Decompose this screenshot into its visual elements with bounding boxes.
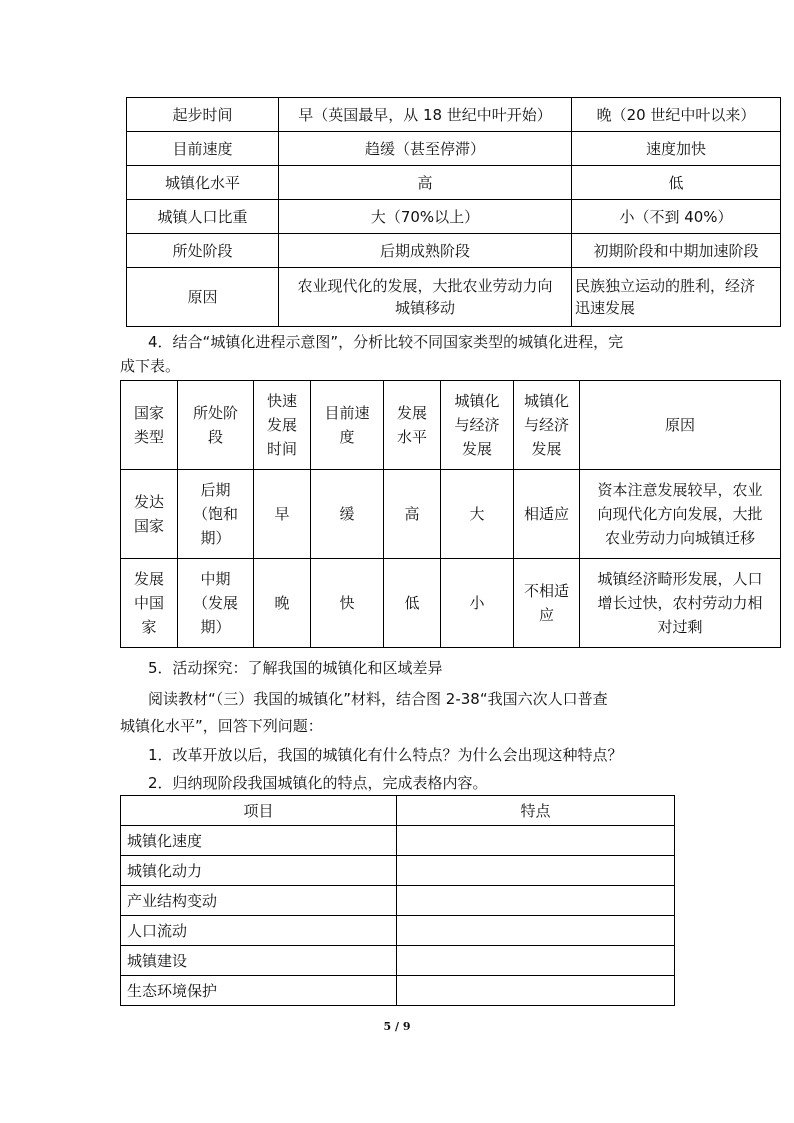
table-row bbox=[127, 200, 781, 234]
country-type-cell-line: 中国 bbox=[133, 594, 164, 612]
column-header-line: 快速 bbox=[266, 392, 297, 410]
reason-cell-line: 向现代化方向发展，大批 bbox=[597, 505, 763, 523]
column-header-line: 原因 bbox=[664, 416, 695, 434]
country-type-cell-line: 发展 bbox=[133, 570, 164, 588]
table-header-row bbox=[121, 381, 781, 470]
developed-cell: 大（70%以上） bbox=[279, 200, 572, 234]
column-header-line: 目前速 bbox=[324, 404, 370, 422]
developing-cell bbox=[572, 268, 781, 327]
column-header-line: 水平 bbox=[396, 428, 427, 446]
table-row bbox=[127, 132, 781, 166]
q5-intro-line2: 城镇化水平”，回答下列问题： bbox=[120, 717, 323, 735]
table-row bbox=[121, 916, 675, 946]
table-row bbox=[127, 234, 781, 268]
stage-cell-line: 期） bbox=[200, 529, 231, 547]
item-cell: 城镇建设 bbox=[121, 946, 397, 976]
stage-cell-line: （发展 bbox=[192, 594, 238, 612]
column-header-line: 城镇化 bbox=[523, 392, 569, 410]
q5-intro-line1: 阅读教材“（三）我国的城镇化”材料，结合图 2-38“我国六次人口普查 bbox=[148, 690, 608, 708]
column-header-line: 时间 bbox=[266, 440, 297, 458]
reason-cell bbox=[580, 559, 781, 648]
q4-line2: 成下表。 bbox=[120, 357, 181, 375]
relation-cell-line: 应 bbox=[538, 606, 554, 624]
column-header bbox=[311, 381, 384, 470]
table-row bbox=[127, 98, 781, 132]
column-header-line: 发展 bbox=[266, 416, 297, 434]
speed-cell: 快 bbox=[311, 559, 384, 648]
column-header-line: 发展 bbox=[396, 404, 427, 422]
feature-answer-cell[interactable] bbox=[397, 946, 675, 976]
level-cell: 低 bbox=[384, 559, 441, 648]
country-type-cell-line: 发达 bbox=[133, 493, 164, 511]
table-row bbox=[121, 826, 675, 856]
column-header-line: 发展 bbox=[461, 440, 492, 458]
q5-title: 5．活动探究：了解我国的城镇化和区域差异 bbox=[148, 659, 443, 677]
developed-cell-line: 城镇移动 bbox=[394, 299, 455, 317]
developed-cell: 早（英国最早，从 18 世纪中叶开始） bbox=[279, 98, 572, 132]
table-row bbox=[121, 886, 675, 916]
q5-sub1: 1．改革开放以后，我国的城镇化有什么特点？为什么会出现这种特点？ bbox=[148, 746, 623, 764]
table-header-row bbox=[121, 796, 675, 826]
feature-answer-cell[interactable] bbox=[397, 886, 675, 916]
column-header-line: 发展 bbox=[531, 440, 562, 458]
comparison-table-1 bbox=[126, 97, 781, 327]
developed-cell: 高 bbox=[279, 166, 572, 200]
column-header bbox=[121, 381, 178, 470]
reason-cell-line: 对过剩 bbox=[657, 618, 703, 636]
q5-sub2: 2．归纳现阶段我国城镇化的特点，完成表格内容。 bbox=[148, 774, 488, 792]
row-label: 起步时间 bbox=[127, 98, 279, 132]
relation-cell bbox=[514, 559, 580, 648]
q4-line1: 4．结合“城镇化进程示意图”，分析比较不同国家类型的城镇化进程，完 bbox=[148, 333, 624, 351]
column-header bbox=[580, 381, 781, 470]
feature-answer-cell[interactable] bbox=[397, 976, 675, 1006]
table-row bbox=[127, 268, 781, 327]
reason-cell-line: 农业劳动力向城镇迁移 bbox=[604, 529, 755, 547]
relation-cell-line: 不相适 bbox=[523, 582, 569, 600]
developing-cell: 小（不到 40%） bbox=[572, 200, 781, 234]
developed-cell-line: 农业现代化的发展，大批农业劳动力向 bbox=[297, 277, 553, 295]
stage-cell bbox=[178, 559, 254, 648]
developed-cell: 后期成熟阶段 bbox=[279, 234, 572, 268]
item-cell: 城镇化速度 bbox=[121, 826, 397, 856]
country-type-cell-line: 国家 bbox=[133, 517, 164, 535]
developed-cell: 趋缓（甚至停滞） bbox=[279, 132, 572, 166]
developing-cell-line: 民族独立运动的胜利，经济 bbox=[575, 277, 756, 295]
column-header-line: 与经济 bbox=[523, 416, 569, 434]
column-header bbox=[384, 381, 441, 470]
country-type-cell-line: 家 bbox=[141, 618, 157, 636]
relation-cell: 小 bbox=[441, 559, 514, 648]
stage-cell-line: 中期 bbox=[200, 570, 231, 588]
table-row bbox=[121, 976, 675, 1006]
country-type-cell bbox=[121, 470, 178, 559]
stage-cell-line: 期） bbox=[200, 618, 231, 636]
relation-cell-line: 相适应 bbox=[523, 505, 569, 523]
item-cell: 人口流动 bbox=[121, 916, 397, 946]
column-header-line: 段 bbox=[207, 428, 223, 446]
developing-cell: 低 bbox=[572, 166, 781, 200]
page-number: 5 / 9 bbox=[383, 1020, 411, 1033]
feature-answer-cell[interactable] bbox=[397, 856, 675, 886]
column-header-line: 度 bbox=[339, 428, 355, 446]
level-cell: 高 bbox=[384, 470, 441, 559]
reason-cell-line: 增长过快，农村劳动力相 bbox=[597, 594, 763, 612]
column-header-line: 与经济 bbox=[454, 416, 500, 434]
developing-cell: 晚（20 世纪中叶以来） bbox=[572, 98, 781, 132]
relation-cell: 大 bbox=[441, 470, 514, 559]
feature-answer-cell[interactable] bbox=[397, 916, 675, 946]
row-label: 所处阶段 bbox=[127, 234, 279, 268]
row-label: 原因 bbox=[127, 268, 279, 327]
developing-cell: 初期阶段和中期加速阶段 bbox=[572, 234, 781, 268]
time-cell: 早 bbox=[254, 470, 311, 559]
header-item: 项目 bbox=[121, 796, 397, 826]
developed-cell bbox=[279, 268, 572, 327]
developing-cell-line: 迅速发展 bbox=[575, 299, 636, 317]
features-table bbox=[120, 795, 675, 1006]
column-header bbox=[254, 381, 311, 470]
stage-cell-line: 后期 bbox=[200, 481, 231, 499]
time-cell: 晚 bbox=[254, 559, 311, 648]
table-row bbox=[121, 559, 781, 648]
country-type-cell bbox=[121, 559, 178, 648]
column-header bbox=[514, 381, 580, 470]
developing-cell: 速度加快 bbox=[572, 132, 781, 166]
column-header-line: 所处阶 bbox=[192, 404, 238, 422]
column-header bbox=[178, 381, 254, 470]
comparison-table-2 bbox=[120, 380, 781, 648]
column-header-line: 国家 bbox=[133, 404, 164, 422]
stage-cell-line: （饱和 bbox=[192, 505, 238, 523]
feature-answer-cell[interactable] bbox=[397, 826, 675, 856]
row-label: 目前速度 bbox=[127, 132, 279, 166]
reason-cell-line: 资本注意发展较早，农业 bbox=[597, 481, 763, 499]
column-header-line: 类型 bbox=[133, 428, 164, 446]
item-cell: 城镇化动力 bbox=[121, 856, 397, 886]
row-label: 城镇化水平 bbox=[127, 166, 279, 200]
stage-cell bbox=[178, 470, 254, 559]
table-row bbox=[127, 166, 781, 200]
item-cell: 生态环境保护 bbox=[121, 976, 397, 1006]
reason-cell-line: 城镇经济畸形发展，人口 bbox=[597, 570, 763, 588]
speed-cell: 缓 bbox=[311, 470, 384, 559]
table-row bbox=[121, 856, 675, 886]
header-feature: 特点 bbox=[397, 796, 675, 826]
reason-cell bbox=[580, 470, 781, 559]
row-label: 城镇人口比重 bbox=[127, 200, 279, 234]
column-header-line: 城镇化 bbox=[454, 392, 500, 410]
table-row bbox=[121, 946, 675, 976]
table-row bbox=[121, 470, 781, 559]
relation-cell bbox=[514, 470, 580, 559]
item-cell: 产业结构变动 bbox=[121, 886, 397, 916]
column-header bbox=[441, 381, 514, 470]
